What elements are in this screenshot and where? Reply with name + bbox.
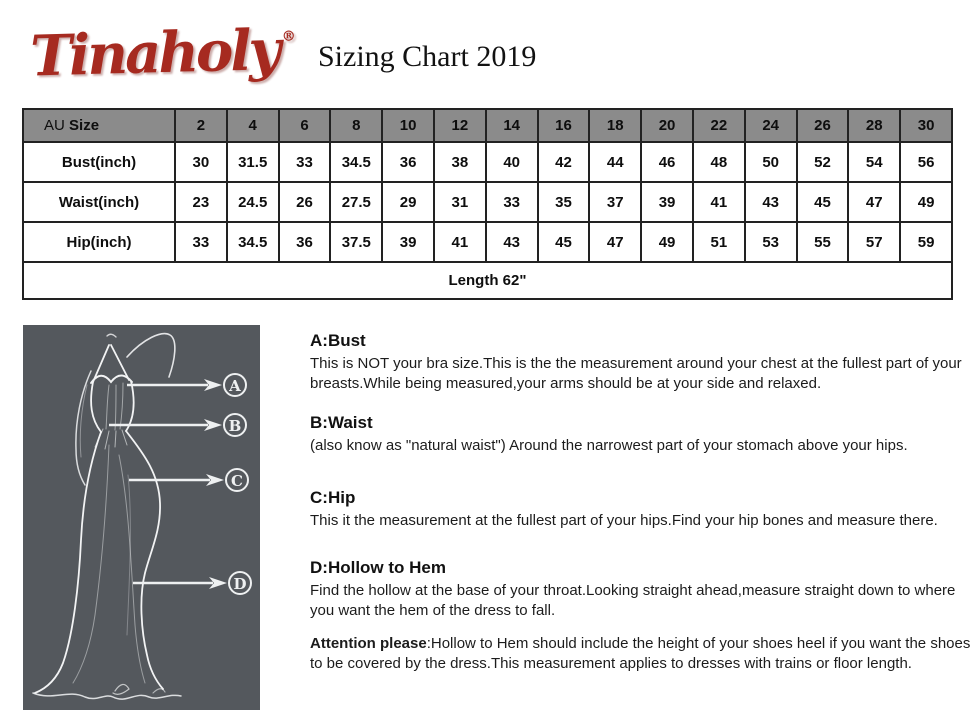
size-column-header: 28 [848,109,900,142]
size-column-header: 4 [227,109,279,142]
section-hip [310,487,974,531]
measurement-value-cell: 31 [434,182,486,222]
hip-row [23,222,952,262]
measurement-value-cell: 49 [900,182,952,222]
measurement-value-cell: 23 [175,182,227,222]
size-column-header: 26 [797,109,849,142]
measurement-value-cell: 41 [434,222,486,262]
attention-note [310,634,974,674]
measurement-value-cell: 49 [641,222,693,262]
size-table [22,108,953,300]
measurement-value-cell: 34.5 [227,222,279,262]
size-column-header: 22 [693,109,745,142]
marker-letter-d: D [233,575,247,593]
waist-row [23,182,952,222]
size-header-row [23,109,952,142]
measurement-value-cell: 29 [382,182,434,222]
measurement-value-cell: 51 [693,222,745,262]
size-column-header: 6 [279,109,331,142]
section-hollow-to-hem [310,557,974,621]
measurement-value-cell: 33 [279,142,331,182]
measurement-value-cell: 35 [538,182,590,222]
row-label-bust: Bust(inch) [23,142,175,182]
measurement-value-cell: 41 [693,182,745,222]
attention-body: :Hollow to Hem should include the height of your shoes heel if you want the shoes to be covered by the dress.This measurement applies to dresses with trains or floor length. [310,635,971,672]
section-bust-body: This is NOT your bra size.This is the the measurement around your chest at the fullest part of your breasts.While being measured,your arms should be at your side and relaxed. [310,355,962,392]
measurement-value-cell: 54 [848,142,900,182]
size-column-header: 10 [382,109,434,142]
section-hollow-to-hem-body: Find the hollow at the base of your throat.Looking straight ahead,measure straight down to where you want the hem of the dress to fall. [310,582,956,619]
measurement-instructions [310,330,974,674]
section-waist-body: (also know as "natural waist") Around the narrowest part of your stomach above your hips. [310,437,908,454]
marker-letter-c: C [231,472,243,490]
measurement-value-cell: 47 [848,182,900,222]
measurement-value-cell: 36 [382,142,434,182]
size-column-header: 16 [538,109,590,142]
size-column-header: 20 [641,109,693,142]
dress-sketch-svg [23,325,260,710]
marker-letter-a: A [229,377,241,395]
section-waist-heading: B:Waist [310,413,373,432]
section-hip-heading: C:Hip [310,488,356,507]
size-column-header: 2 [175,109,227,142]
measurement-value-cell: 46 [641,142,693,182]
measurement-value-cell: 52 [797,142,849,182]
measurement-value-cell: 48 [693,142,745,182]
section-bust-heading: A:Bust [310,331,366,350]
measurement-value-cell: 36 [279,222,331,262]
corner-label: Size [69,117,100,134]
brand-logo [29,0,297,90]
size-column-header: 8 [330,109,382,142]
measurement-value-cell: 55 [797,222,849,262]
registered-trademark-icon: ® [281,28,296,45]
measurement-value-cell: 27.5 [330,182,382,222]
measurement-value-cell: 43 [745,182,797,222]
measurement-value-cell: 26 [279,182,331,222]
attention-paragraph [310,634,974,674]
attention-label: Attention please [310,635,427,652]
size-column-header: 18 [589,109,641,142]
section-bust [310,330,974,394]
measurement-value-cell: 57 [848,222,900,262]
length-cell: Length 62" [23,262,952,299]
length-row [23,262,952,299]
dress-measurement-diagram [23,325,260,710]
size-column-header: 24 [745,109,797,142]
brand-logo-text: Tinaholy [29,16,279,90]
bust-row [23,142,952,182]
measurement-value-cell: 45 [538,222,590,262]
measurement-value-cell: 39 [382,222,434,262]
measurement-value-cell: 50 [745,142,797,182]
measurement-value-cell: 33 [175,222,227,262]
measurement-value-cell: 33 [486,182,538,222]
page-title: Sizing Chart 2019 [318,40,537,73]
measurement-value-cell: 45 [797,182,849,222]
measurement-value-cell: 40 [486,142,538,182]
measurement-value-cell: 59 [900,222,952,262]
corner-prefix: AU [44,117,65,134]
measurement-value-cell: 31.5 [227,142,279,182]
row-label-hip: Hip(inch) [23,222,175,262]
measurement-value-cell: 30 [175,142,227,182]
measurement-value-cell: 53 [745,222,797,262]
marker-letter-b: B [228,417,242,435]
measurement-value-cell: 37 [589,182,641,222]
measurement-value-cell: 38 [434,142,486,182]
size-table-corner-header [23,109,175,142]
section-hip-body: This it the measurement at the fullest part of your hips.Find your hip bones and measure there. [310,512,938,529]
measurement-value-cell: 37.5 [330,222,382,262]
measurement-value-cell: 24.5 [227,182,279,222]
size-column-header: 30 [900,109,952,142]
measurement-value-cell: 44 [589,142,641,182]
measurement-value-cell: 34.5 [330,142,382,182]
measurement-value-cell: 39 [641,182,693,222]
measurement-value-cell: 43 [486,222,538,262]
measurement-value-cell: 47 [589,222,641,262]
measurement-value-cell: 42 [538,142,590,182]
size-column-header: 14 [486,109,538,142]
section-hollow-to-hem-heading: D:Hollow to Hem [310,558,446,577]
section-waist [310,412,974,456]
size-column-header: 12 [434,109,486,142]
row-label-waist: Waist(inch) [23,182,175,222]
measurement-value-cell: 56 [900,142,952,182]
